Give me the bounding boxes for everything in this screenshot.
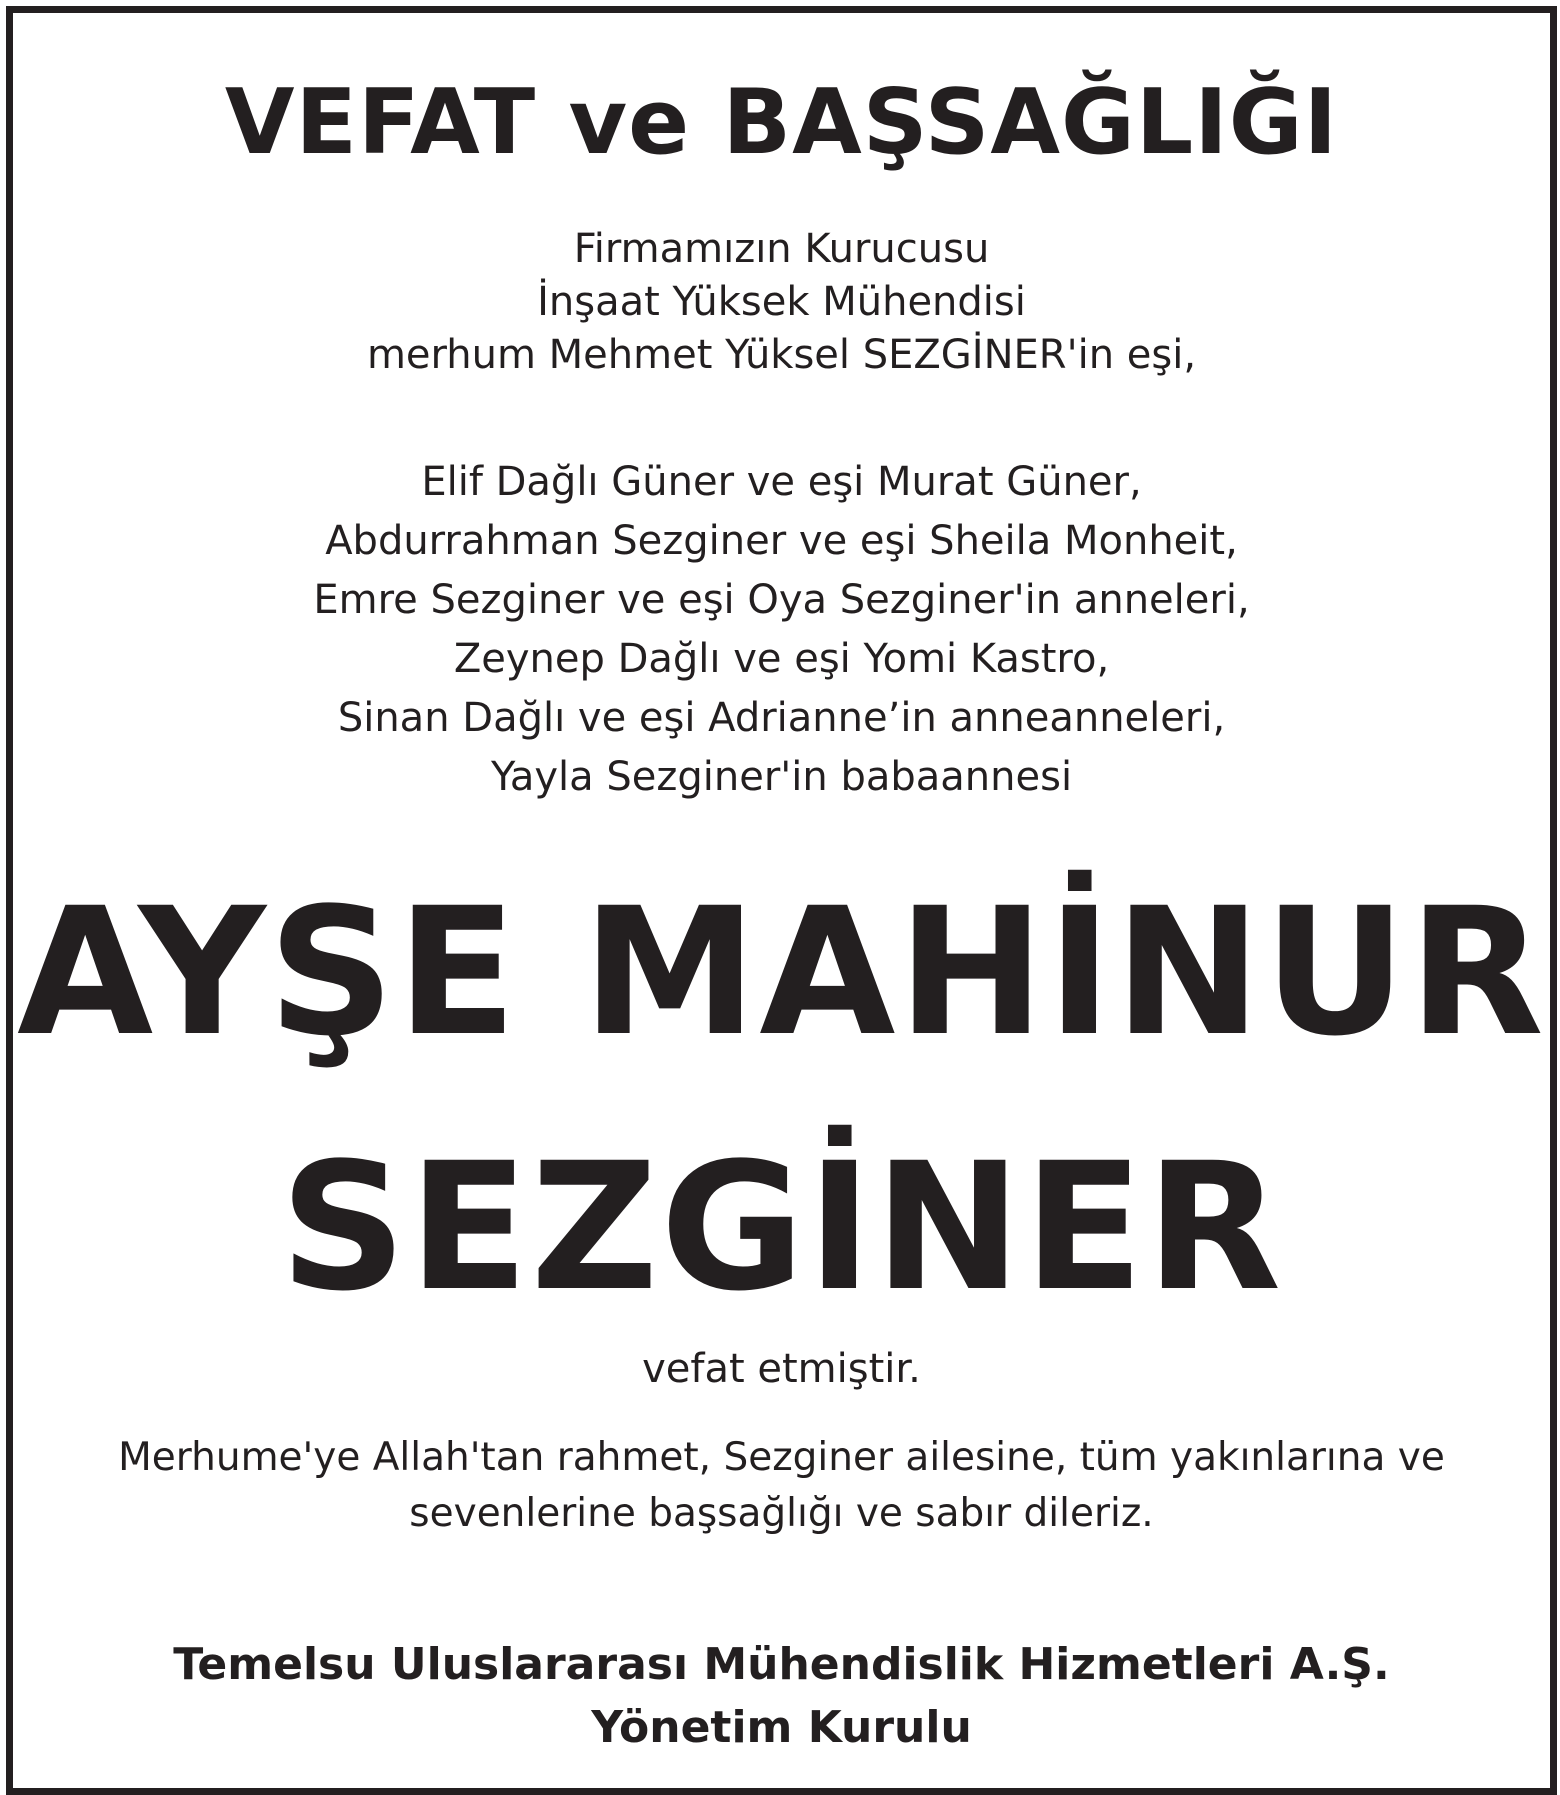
- relative-line: Sinan Dağlı ve eşi Adrianne’in anneanneleri,: [337, 695, 1226, 741]
- notice-title: VEFAT ve BAŞSAĞLIĞI: [224, 70, 1339, 175]
- intro-line: İnşaat Yüksek Mühendisi: [537, 279, 1026, 325]
- relative-line: Elif Dağlı Güner ve eşi Murat Güner,: [421, 459, 1142, 505]
- intro-line: merhum Mehmet Yüksel SEZGİNER'in eşi,: [366, 332, 1197, 378]
- relatives-list: [13, 453, 1550, 807]
- relative-line: Yayla Sezginer'in babaannesi: [490, 754, 1073, 800]
- relative-line: Emre Sezginer ve eşi Oya Sezginer'in anneleri,: [313, 577, 1250, 623]
- deceased-name-surname: SEZGİNER: [279, 1125, 1284, 1330]
- condolence-line: sevenlerine başsağlığı ve sabır dileriz.: [409, 1491, 1154, 1536]
- condolence-line: Merhume'ye Allah'tan rahmet, Sezginer ailesine, tüm yakınlarına ve: [118, 1435, 1445, 1480]
- relative-line: Zeynep Dağlı ve eşi Yomi Kastro,: [453, 636, 1110, 682]
- board-name: Yönetim Kurulu: [591, 1702, 972, 1753]
- death-statement: vefat etmiştir.: [642, 1346, 921, 1392]
- signature-block: [13, 1633, 1550, 1759]
- condolence-message: [13, 1430, 1550, 1542]
- relative-line: Abdurrahman Sezginer ve eşi Sheila Monheit,: [325, 518, 1238, 564]
- founder-intro: [13, 223, 1550, 382]
- intro-line: Firmamızın Kurucusu: [573, 226, 990, 272]
- obituary-notice: [13, 13, 1550, 1788]
- deceased-name-first: AYŞE MAHİNUR: [17, 870, 1546, 1075]
- company-name: Temelsu Uluslararası Mühendislik Hizmetleri A.Ş.: [173, 1639, 1390, 1690]
